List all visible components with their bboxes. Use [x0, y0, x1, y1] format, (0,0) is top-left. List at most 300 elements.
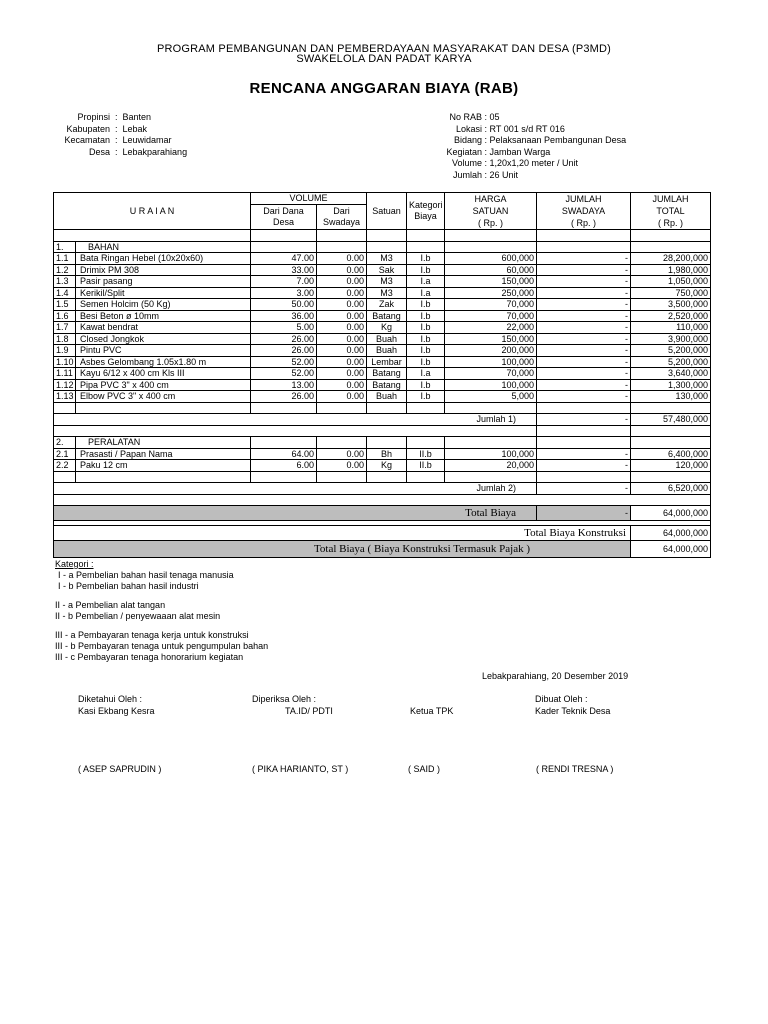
signatory-name-2: ( PIKA HARIANTO, ST ): [252, 764, 349, 774]
cell: [445, 437, 537, 449]
meta-volume: Volume : 1,20x1,20 meter / Unit: [430, 158, 626, 170]
section2-items: [54, 448, 711, 471]
item-no: 1.13: [54, 391, 76, 403]
item-kategori: I.b: [407, 379, 445, 391]
item-dari-swadaya: 0.00: [317, 333, 367, 345]
item-kategori: II.b: [407, 448, 445, 460]
meta-desa: Desa : Lebakparahiang: [50, 147, 187, 159]
item-harga: 20,000: [445, 460, 537, 472]
item-jumlah-total: 750,000: [631, 287, 711, 299]
item-jumlah-swadaya: -: [537, 264, 631, 276]
table-row: [54, 356, 711, 368]
item-kategori: I.b: [407, 299, 445, 311]
item-no: 2.2: [54, 460, 76, 472]
item-jumlah-total: 110,000: [631, 322, 711, 334]
kasi-label: Kasi Ekbang Kesra: [78, 706, 155, 716]
item-kategori: I.b: [407, 264, 445, 276]
meta-kabupaten: Kabupaten : Lebak: [50, 124, 187, 136]
table-row-blank: [54, 425, 711, 437]
item-satuan: Batang: [367, 310, 407, 322]
item-jumlah-swadaya: -: [537, 322, 631, 334]
table-header-row: [54, 193, 711, 205]
meta-value: Jamban Warga: [489, 146, 551, 157]
item-dari-dana-desa: 26.00: [251, 333, 317, 345]
item-jumlah-swadaya: -: [537, 356, 631, 368]
kategori-line: II - a Pembelian alat tangan: [55, 600, 166, 610]
item-jumlah-swadaya: -: [537, 299, 631, 311]
item-jumlah-total: 1,050,000: [631, 276, 711, 288]
item-name: Elbow PVC 3" x 400 cm: [76, 391, 251, 403]
item-dari-dana-desa: 47.00: [251, 253, 317, 265]
section-name-text: PERALATAN: [88, 437, 141, 447]
item-name: Pasir pasang: [76, 276, 251, 288]
signatory-name-4: ( RENDI TRESNA ): [536, 764, 614, 774]
item-satuan: Zak: [367, 299, 407, 311]
table-row-blank: [54, 494, 711, 506]
item-jumlah-swadaya: -: [537, 310, 631, 322]
cell: [251, 402, 317, 414]
item-name: Drimix PM 308: [76, 264, 251, 276]
item-dari-swadaya: 0.00: [317, 299, 367, 311]
item-satuan: M3: [367, 276, 407, 288]
item-name: Asbes Gelombang 1.05x1.80 m: [76, 356, 251, 368]
subtotal-label: Jumlah 2): [54, 483, 537, 495]
item-jumlah-total: 3,500,000: [631, 299, 711, 311]
meta-value: Pelaksanaan Pembangunan Desa: [489, 135, 627, 145]
cell: [631, 471, 711, 483]
item-satuan: Bh: [367, 448, 407, 460]
cell: [445, 402, 537, 414]
spacer: [55, 622, 268, 630]
cell: [317, 437, 367, 449]
cell: [317, 402, 367, 414]
header-kategori-text: Kategori Biaya: [409, 200, 443, 221]
item-harga: 60,000: [445, 264, 537, 276]
item-name: Pipa PVC 3" x 400 cm: [76, 379, 251, 391]
ketua-label: Ketua TPK: [410, 706, 454, 716]
cell: [407, 402, 445, 414]
cell: [54, 494, 711, 506]
kategori-line: III - b Pembayaran tenaga untuk pengumpulan bahan: [55, 641, 269, 651]
meta-label: Bidang: [453, 135, 482, 145]
cell: [631, 402, 711, 414]
item-jumlah-swadaya: -: [537, 448, 631, 460]
item-no: 1.5: [54, 299, 76, 311]
item-dari-dana-desa: 33.00: [251, 264, 317, 276]
item-kategori: I.a: [407, 368, 445, 380]
subtotal-total: 6,520,000: [631, 483, 711, 495]
item-name: Kerikil/Split: [76, 287, 251, 299]
cell: [251, 437, 317, 449]
item-no: 1.10: [54, 356, 76, 368]
header-harga-rp: ( Rp. ): [478, 218, 504, 228]
cell: [367, 402, 407, 414]
item-harga: 100,000: [445, 379, 537, 391]
table-row: [54, 287, 711, 299]
item-kategori: II.b: [407, 460, 445, 472]
item-satuan: M3: [367, 287, 407, 299]
item-kategori: I.b: [407, 310, 445, 322]
meta-jumlah: Jumlah : 26 Unit: [430, 170, 626, 182]
item-no: 2.1: [54, 448, 76, 460]
header-harga: [445, 193, 537, 230]
meta-value: 1,20x1,20 meter / Unit: [489, 158, 579, 168]
item-dari-swadaya: 0.00: [317, 310, 367, 322]
item-satuan: Buah: [367, 345, 407, 357]
item-jumlah-total: 120,000: [631, 460, 711, 472]
item-no: 1.3: [54, 276, 76, 288]
item-dari-swadaya: 0.00: [317, 287, 367, 299]
cell: [631, 437, 711, 449]
item-dari-swadaya: 0.00: [317, 253, 367, 265]
header-dari-dana-desa: [251, 205, 317, 230]
item-name: Pintu PVC: [76, 345, 251, 357]
item-dari-swadaya: 0.00: [317, 264, 367, 276]
item-harga: 5,000: [445, 391, 537, 403]
table-row: [54, 460, 711, 472]
item-dari-dana-desa: 52.00: [251, 356, 317, 368]
section1-items: [54, 253, 711, 403]
item-jumlah-total: 2,520,000: [631, 310, 711, 322]
item-jumlah-total: 3,640,000: [631, 368, 711, 380]
item-satuan: Lembar: [367, 356, 407, 368]
cell: [537, 425, 631, 437]
item-kategori: I.b: [407, 345, 445, 357]
item-jumlah-total: 28,200,000: [631, 253, 711, 265]
kategori-line: III - c Pembayaran tenaga honorarium kegiatan: [55, 652, 244, 662]
item-no: 1.9: [54, 345, 76, 357]
item-jumlah-swadaya: -: [537, 368, 631, 380]
header-uraian: U R A I A N: [54, 193, 251, 230]
meta-label: Lokasi: [455, 123, 482, 134]
meta-value: Lebak: [122, 123, 148, 134]
item-dari-swadaya: 0.00: [317, 345, 367, 357]
cell: [317, 230, 367, 242]
item-kategori: I.a: [407, 276, 445, 288]
item-no: 1.7: [54, 322, 76, 334]
item-no: 1.6: [54, 310, 76, 322]
item-jumlah-swadaya: -: [537, 391, 631, 403]
cell: [631, 241, 711, 253]
meta-label: Kecamatan: [64, 135, 110, 145]
page-title: RENCANA ANGGARAN BIAYA (RAB): [249, 80, 519, 97]
cell: [537, 402, 631, 414]
item-dari-swadaya: 0.00: [317, 322, 367, 334]
item-name: Kawat bendrat: [76, 322, 251, 334]
table-row: [54, 379, 711, 391]
header-jumlah-swadaya: [537, 193, 631, 230]
meta-label: No RAB: [449, 112, 482, 122]
program-title: PROGRAM PEMBANGUNAN DAN PEMBERDAYAAN MASYARAKAT DAN DESA (P3MD): [156, 43, 612, 55]
table-row: [54, 310, 711, 322]
table-row: [54, 253, 711, 265]
meta-label: Propinsi: [77, 112, 110, 122]
kategori-title: Kategori :: [55, 559, 94, 569]
item-harga: 22,000: [445, 322, 537, 334]
cell: [317, 241, 367, 253]
item-name: Bata Ringan Hebel (10x20x60): [76, 253, 251, 265]
cell: [367, 241, 407, 253]
item-dari-dana-desa: 50.00: [251, 299, 317, 311]
item-dari-dana-desa: 36.00: [251, 310, 317, 322]
cell: [54, 471, 76, 483]
item-satuan: Buah: [367, 333, 407, 345]
meta-label: Volume: [451, 158, 482, 168]
item-kategori: I.b: [407, 322, 445, 334]
meta-lokasi: Lokasi : RT 001 s/d RT 016: [430, 124, 626, 136]
item-harga: 70,000: [445, 299, 537, 311]
total-konstruksi-value: 64,000,000: [631, 526, 711, 541]
item-name: Kayu 6/12 x 400 cm Kls III: [76, 368, 251, 380]
item-dari-swadaya: 0.00: [317, 356, 367, 368]
subtotal-total: 57,480,000: [631, 414, 711, 426]
item-dari-dana-desa: 5.00: [251, 322, 317, 334]
table-row: [54, 368, 711, 380]
item-dari-swadaya: 0.00: [317, 391, 367, 403]
meta-propinsi: Propinsi : Banten: [50, 112, 187, 124]
cell: [445, 230, 537, 242]
item-jumlah-total: 130,000: [631, 391, 711, 403]
cell: [367, 230, 407, 242]
item-no: 1.2: [54, 264, 76, 276]
item-jumlah-total: 5,200,000: [631, 356, 711, 368]
rab-table: [53, 192, 711, 558]
item-dari-dana-desa: 13.00: [251, 379, 317, 391]
ta-label: TA.ID/ PDTI: [285, 706, 333, 716]
item-dari-dana-desa: 3.00: [251, 287, 317, 299]
meta-value: Banten: [122, 112, 152, 122]
table-row-blank: [54, 230, 711, 242]
item-harga: 600,000: [445, 253, 537, 265]
header-harga-text: HARGA SATUAN: [472, 194, 509, 216]
meta-label: Desa: [88, 146, 110, 157]
item-dari-swadaya: 0.00: [317, 448, 367, 460]
item-jumlah-total: 1,300,000: [631, 379, 711, 391]
table-row: [54, 322, 711, 334]
item-kategori: I.b: [407, 333, 445, 345]
item-jumlah-swadaya: -: [537, 379, 631, 391]
meta-bidang: Bidang : Pelaksanaan Pembangunan Desa: [430, 135, 626, 147]
item-no: 1.1: [54, 253, 76, 265]
item-dari-swadaya: 0.00: [317, 460, 367, 472]
meta-label: Kabupaten: [66, 123, 110, 134]
kategori-line: I - b Pembelian bahan hasil industri: [58, 581, 199, 591]
item-jumlah-swadaya: -: [537, 253, 631, 265]
item-kategori: I.b: [407, 253, 445, 265]
section-name: [76, 437, 251, 449]
item-kategori: I.b: [407, 391, 445, 403]
item-dari-swadaya: 0.00: [317, 276, 367, 288]
item-kategori: I.b: [407, 356, 445, 368]
total-pajak-label: Total Biaya ( Biaya Konstruksi Termasuk Pajak ): [54, 541, 631, 558]
item-kategori: I.a: [407, 287, 445, 299]
item-jumlah-swadaya: -: [537, 345, 631, 357]
meta-label: Jumlah: [452, 169, 482, 180]
item-harga: 100,000: [445, 356, 537, 368]
item-dari-dana-desa: 26.00: [251, 345, 317, 357]
item-jumlah-swadaya: -: [537, 333, 631, 345]
total-biaya-label: Total Biaya: [54, 506, 537, 521]
item-no: 1.4: [54, 287, 76, 299]
item-name: Paku 12 cm: [76, 460, 251, 472]
subtotal-row-1: [54, 414, 711, 426]
item-name: Semen Holcim (50 Kg): [76, 299, 251, 311]
item-harga: 250,000: [445, 287, 537, 299]
cell: [631, 230, 711, 242]
header-dari-dana-desa-text: Dari Dana Desa: [263, 206, 304, 227]
cell: [251, 230, 317, 242]
cell: [407, 241, 445, 253]
item-jumlah-swadaya: -: [537, 287, 631, 299]
cell: [367, 437, 407, 449]
total-biaya-swadaya: -: [537, 506, 631, 521]
cell: [537, 230, 631, 242]
diperiksa-label: Diperiksa Oleh :: [252, 694, 317, 704]
cell: [537, 471, 631, 483]
table-row: [54, 391, 711, 403]
table-row-blank: [54, 471, 711, 483]
section-name: [76, 241, 251, 253]
table-row: [54, 276, 711, 288]
total-biaya-row: [54, 506, 711, 521]
subtotal-swadaya: -: [537, 414, 631, 426]
cell: [445, 471, 537, 483]
table-row-blank: [54, 402, 711, 414]
item-jumlah-total: 1,980,000: [631, 264, 711, 276]
meta-value: 05: [489, 112, 500, 122]
kategori-line: II - b Pembelian / penyewaaan alat mesin: [55, 611, 221, 621]
cell: [317, 471, 367, 483]
cell: [76, 402, 251, 414]
signatory-name-1: ( ASEP SAPRUDIN ): [78, 764, 162, 774]
header-jumlah-total-text: JUMLAH TOTAL: [652, 194, 689, 216]
cell: [445, 241, 537, 253]
item-satuan: Sak: [367, 264, 407, 276]
cell: [537, 241, 631, 253]
dibuat-label: Dibuat Oleh :: [535, 694, 588, 704]
section-row-peralatan: [54, 437, 711, 449]
item-harga: 70,000: [445, 310, 537, 322]
item-satuan: Buah: [367, 391, 407, 403]
item-jumlah-total: 6,400,000: [631, 448, 711, 460]
place-date: Lebakparahiang, 20 Desember 2019: [482, 671, 629, 681]
meta-kecamatan: Kecamatan : Leuwidamar: [50, 135, 187, 147]
header-jumlah-total-rp: ( Rp. ): [658, 218, 684, 228]
cell: [54, 425, 537, 437]
signatory-name-3: ( SAID ): [408, 764, 441, 774]
item-dari-dana-desa: 7.00: [251, 276, 317, 288]
total-pajak-row: [54, 541, 711, 558]
item-dari-swadaya: 0.00: [317, 368, 367, 380]
item-name: Closed Jongkok: [76, 333, 251, 345]
meta-value: Lebakparahiang: [122, 146, 188, 157]
header-jumlah-total: [631, 193, 711, 230]
table-row: [54, 345, 711, 357]
program-subtitle: SWAKELOLA DAN PADAT KARYA: [296, 53, 472, 65]
total-pajak-value: 64,000,000: [631, 541, 711, 558]
item-name: Prasasti / Papan Nama: [76, 448, 251, 460]
header-jumlah-swadaya-text: JUMLAH SWADAYA: [561, 194, 606, 216]
cell: [251, 471, 317, 483]
total-biaya-value: 64,000,000: [631, 506, 711, 521]
subtotal-row-2: [54, 483, 711, 495]
item-dari-dana-desa: 6.00: [251, 460, 317, 472]
item-harga: 100,000: [445, 448, 537, 460]
item-satuan: Kg: [367, 460, 407, 472]
table-row: [54, 299, 711, 311]
section-no: 2.: [54, 437, 76, 449]
meta-label: Kegiatan: [446, 146, 482, 157]
kategori-notes: [55, 559, 268, 663]
meta-value: Leuwidamar: [122, 135, 172, 145]
cell: [54, 230, 251, 242]
section-name-text: BAHAN: [88, 241, 120, 252]
item-jumlah-total: 3,900,000: [631, 333, 711, 345]
kategori-line: III - a Pembayaran tenaga kerja untuk konstruksi: [55, 630, 249, 640]
header-volume: VOLUME: [251, 193, 367, 205]
item-harga: 150,000: [445, 276, 537, 288]
cell: [251, 241, 317, 253]
item-satuan: Kg: [367, 322, 407, 334]
section-no: 1.: [54, 241, 76, 253]
header-dari-swadaya: [317, 205, 367, 230]
meta-right: [430, 112, 626, 181]
meta-no-rab: No RAB : 05: [430, 112, 626, 124]
cell: [407, 230, 445, 242]
meta-left: [50, 112, 187, 158]
item-jumlah-swadaya: -: [537, 276, 631, 288]
total-konstruksi-row: [54, 526, 711, 541]
subtotal-swadaya: -: [537, 483, 631, 495]
meta-value: 26 Unit: [489, 169, 519, 180]
item-satuan: Batang: [367, 368, 407, 380]
table-row: [54, 448, 711, 460]
cell: [367, 471, 407, 483]
meta-value: RT 001 s/d RT 016: [489, 123, 565, 134]
item-harga: 200,000: [445, 345, 537, 357]
cell: [407, 437, 445, 449]
cell: [407, 471, 445, 483]
item-name: Besi Beton ø 10mm: [76, 310, 251, 322]
section-row-bahan: [54, 241, 711, 253]
meta-kegiatan: Kegiatan : Jamban Warga: [430, 147, 626, 159]
item-harga: 70,000: [445, 368, 537, 380]
table-row: [54, 264, 711, 276]
item-jumlah-total: 5,200,000: [631, 345, 711, 357]
item-no: 1.8: [54, 333, 76, 345]
item-harga: 150,000: [445, 333, 537, 345]
item-satuan: Batang: [367, 379, 407, 391]
subtotal-label: Jumlah 1): [54, 414, 537, 426]
item-no: 1.11: [54, 368, 76, 380]
cell: [631, 425, 711, 437]
cell: [54, 402, 76, 414]
kategori-line: I - a Pembelian bahan hasil tenaga manusia: [58, 570, 234, 580]
header-satuan: Satuan: [367, 193, 407, 230]
header-dari-swadaya-text: Dari Swadaya: [322, 206, 361, 227]
diketahui-label: Diketahui Oleh :: [78, 694, 143, 704]
table-row: [54, 333, 711, 345]
item-dari-dana-desa: 52.00: [251, 368, 317, 380]
item-dari-dana-desa: 64.00: [251, 448, 317, 460]
spacer: [55, 592, 268, 600]
header-kategori: [407, 193, 445, 230]
item-dari-dana-desa: 26.00: [251, 391, 317, 403]
kader-label: Kader Teknik Desa: [535, 706, 611, 716]
total-konstruksi-label: Total Biaya Konstruksi: [54, 526, 631, 541]
item-satuan: M3: [367, 253, 407, 265]
item-dari-swadaya: 0.00: [317, 379, 367, 391]
